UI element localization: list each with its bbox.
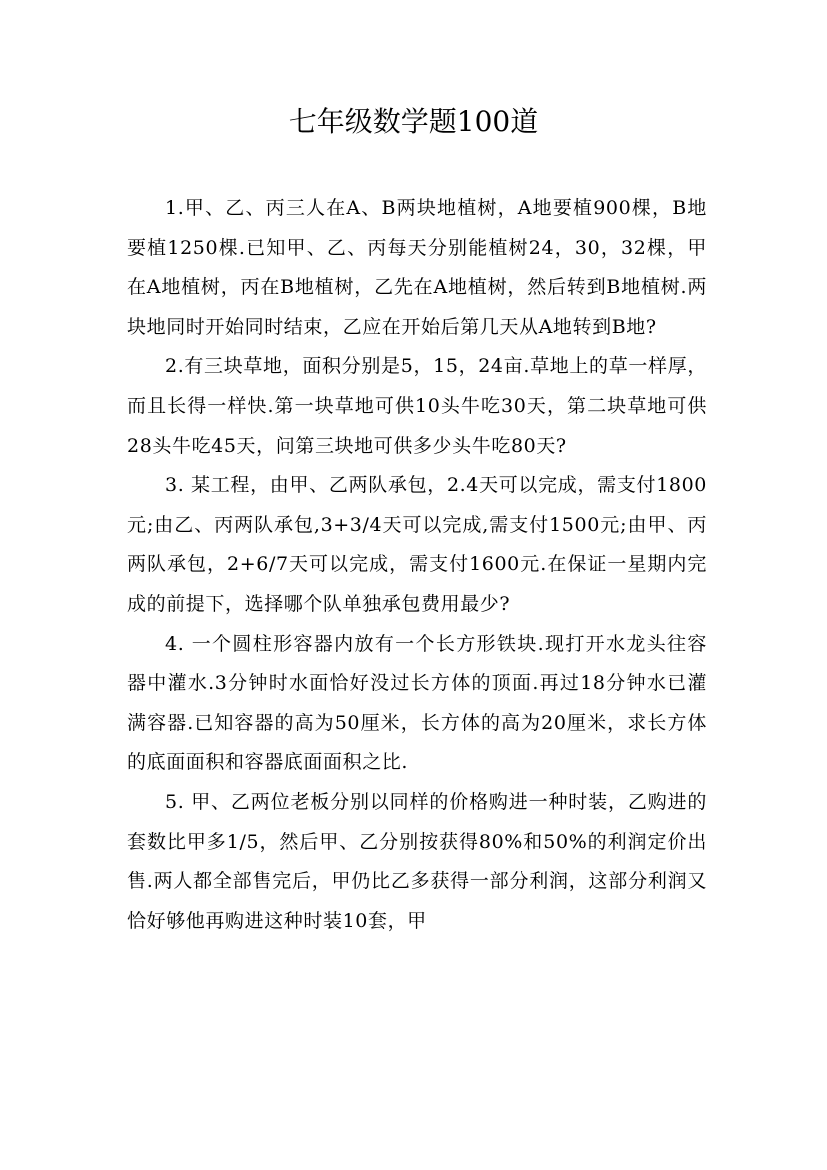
problem-5: 5. 甲、乙两位老板分别以同样的价格购进一种时装，乙购进的套数比甲多1/5，然后甲、乙分别按获得80%和50%的利润定价出售.两人都全部售完后，甲仍比乙多获得一部分利润，这部分利润又恰好够他再购进这种时装10套，甲: [127, 790, 707, 932]
document-body: [127, 189, 707, 941]
problem-4: 4. 一个圆柱形容器内放有一个长方形铁块.现打开水龙头往容器中灌水.3分钟时水面恰好没过长方体的顶面.再过18分钟水已灌满容器.已知容器的高为50厘米，长方体的高为20厘米，求长方体的底面面积和容器底面面积之比.: [127, 632, 707, 774]
problem-3: 3. 某工程，由甲、乙两队承包，2.4天可以完成，需支付1800元;由乙、丙两队承包,3+3/4天可以完成,需支付1500元;由甲、丙两队承包，2+6/7天可以完成，需支付1600元.在保证一星期内完成的前提下，选择哪个队单独承包费用最少?: [127, 474, 707, 615]
problem-1: 1.甲、乙、丙三人在A、B两块地植树，A地要植900棵，B地要植1250棵.已知甲、乙、丙每天分别能植树24，30，32棵，甲在A地植树，丙在B地植树，乙先在A地植树，然后转到B地植树.两块地同时开始同时结束，乙应在开始后第几天从A地转到B地?: [127, 197, 707, 338]
problem-2: 2.有三块草地，面积分别是5，15，24亩.草地上的草一样厚，而且长得一样快.第一块草地可供10头牛吃30天，第二块草地可供28头牛吃45天，问第三块地可供多少头牛吃80天?: [127, 355, 707, 457]
document-title: 七年级数学题100道: [288, 105, 539, 138]
